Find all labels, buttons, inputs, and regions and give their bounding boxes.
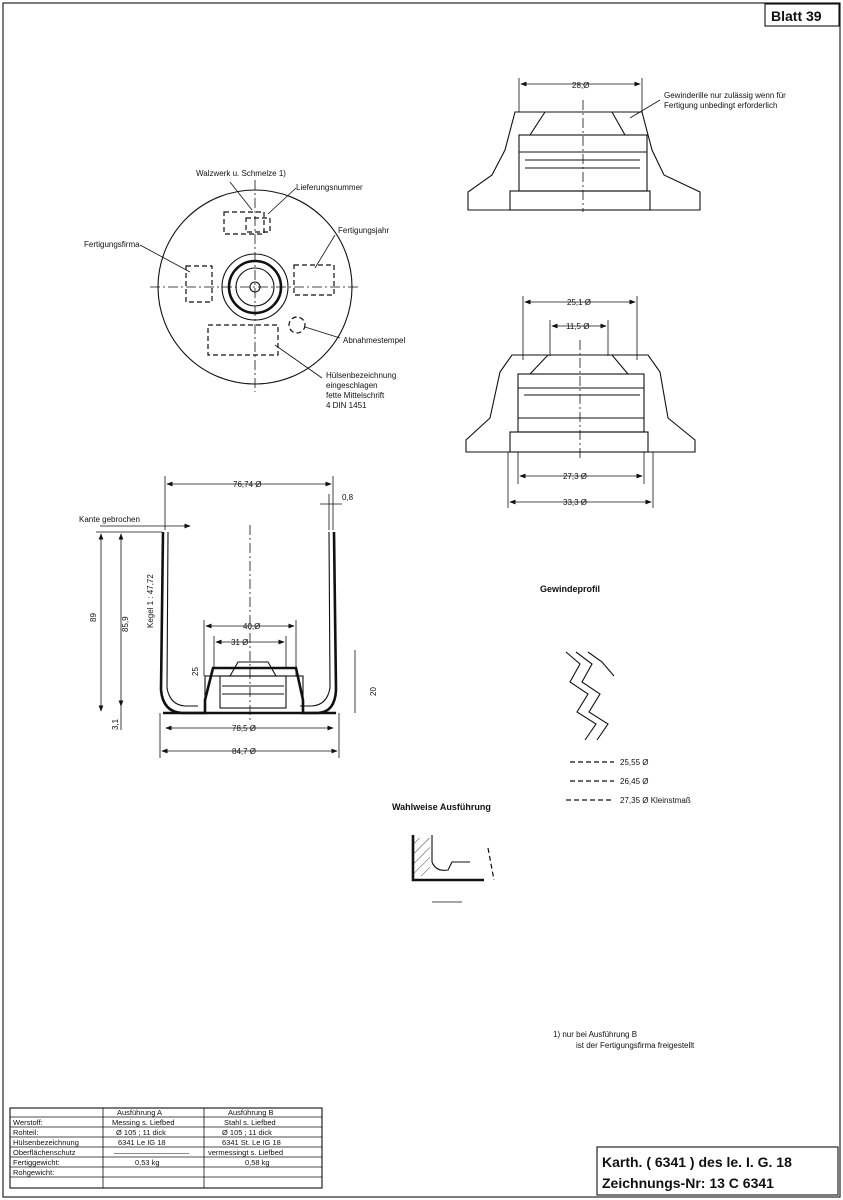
label-huelsen-1: Hülsenbezeichnung — [326, 371, 397, 380]
table-cell: Hülsenbezeichnung — [13, 1138, 79, 1147]
label-fertigungsfirma: Fertigungsfirma — [84, 240, 140, 249]
table-cell: —————————— — [114, 1148, 189, 1157]
table-cell: Werstoff: — [13, 1118, 43, 1127]
label-huelsen-4: 4 DIN 1451 — [326, 401, 367, 410]
table-cell: Ø 105 ; 11 dick — [116, 1128, 166, 1137]
label-walzwerk: Walzwerk u. Schmelze 1) — [196, 169, 286, 178]
dim-3-1: 3,1 — [111, 718, 120, 730]
label-fertigungsjahr: Fertigungsjahr — [338, 226, 390, 235]
label-huelsen-3: fette Mittelschrift — [326, 391, 385, 400]
dim-28: 28,Ø — [572, 81, 590, 90]
label-wahlweise: Wahlweise Ausführung — [392, 802, 491, 812]
bottom-marking-view — [84, 169, 405, 410]
dim-89: 89 — [89, 613, 98, 622]
top-right-section-view — [468, 78, 786, 212]
table-cell: vermessingt s. Liefbed — [208, 1148, 284, 1157]
table-cell: Messing s. Liefbed — [112, 1118, 175, 1127]
dim-85-9: 85,9 — [121, 616, 130, 632]
blatt-number: Blatt 39 — [771, 8, 822, 24]
optional-variant-view — [392, 802, 494, 902]
dim-76-74: 76,74 Ø — [233, 480, 262, 489]
dim-27-35: 27,35 Ø Kleinstmaß — [620, 796, 691, 805]
label-huelsen-2: eingeschlagen — [326, 381, 378, 390]
dim-27-3: 27,3 Ø — [563, 472, 588, 481]
blatt-box — [765, 4, 839, 26]
dim-40: 40,Ø — [243, 622, 261, 631]
dim-31: 31 Ø — [231, 638, 249, 647]
dim-25-55: 25,55 Ø — [620, 758, 649, 767]
drawing-number: Zeichnungs-Nr: 13 C 6341 — [602, 1175, 774, 1191]
dim-20: 20 — [369, 687, 378, 696]
thread-profile-view — [540, 584, 691, 805]
dim-11-5: 11,5 Ø — [566, 322, 590, 331]
label-abnahmestempel: Abnahmestempel — [343, 336, 406, 345]
label-kegel: Kegel 1 : 47,72 — [146, 574, 155, 628]
label-gewindeprofil: Gewindeprofil — [540, 584, 601, 594]
sheet-frame — [3, 3, 840, 1197]
label-lieferungsnummer: Lieferungsnummer — [296, 183, 363, 192]
main-cartridge-section — [79, 476, 378, 758]
table-cell: Rohteil: — [13, 1128, 39, 1137]
table-header-b: Ausführung B — [228, 1108, 274, 1117]
table-cell: Oberflächenschutz — [13, 1148, 76, 1157]
specification-table — [10, 1108, 322, 1188]
dim-33-3: 33,3 Ø — [563, 498, 588, 507]
footnote-1: 1) nur bei Ausführung B — [553, 1030, 638, 1039]
table-cell: 0,58 kg — [245, 1158, 270, 1167]
table-cell: Fertiggewicht: — [13, 1158, 60, 1167]
middle-right-section-view — [466, 296, 695, 508]
dim-25: 25 — [191, 667, 200, 676]
title-block — [597, 1147, 838, 1195]
table-cell: Ø 105 ; 11 dick — [222, 1128, 272, 1137]
label-gewinderille-1: Gewinderille nur zulässig wenn für — [664, 91, 786, 100]
drawing-title: Karth. ( 6341 ) des le. I. G. 18 — [602, 1154, 792, 1170]
table-cell: 0,53 kg — [135, 1158, 160, 1167]
dim-26-45: 26,45 Ø — [620, 777, 649, 786]
table-header-a: Ausführung A — [117, 1108, 163, 1117]
dim-25-1: 25,1 Ø — [567, 298, 592, 307]
dim-78-5: 78,5 Ø — [232, 724, 257, 733]
label-gewinderille-2: Fertigung unbedingt erforderlich — [664, 101, 778, 110]
table-cell: 6341 St. Le IG 18 — [222, 1138, 281, 1147]
table-cell: Rohgewicht: — [13, 1168, 55, 1177]
dim-84-7: 84,7 Ø — [232, 747, 257, 756]
dim-0-8: 0,8 — [342, 493, 354, 502]
table-cell: Stahl s. Liefbed — [224, 1118, 276, 1127]
label-kante: Kante gebrochen — [79, 515, 140, 524]
table-cell: 6341 Le IG 18 — [118, 1138, 166, 1147]
footnote-2: ist der Fertigungsfirma freigestellt — [576, 1041, 695, 1050]
